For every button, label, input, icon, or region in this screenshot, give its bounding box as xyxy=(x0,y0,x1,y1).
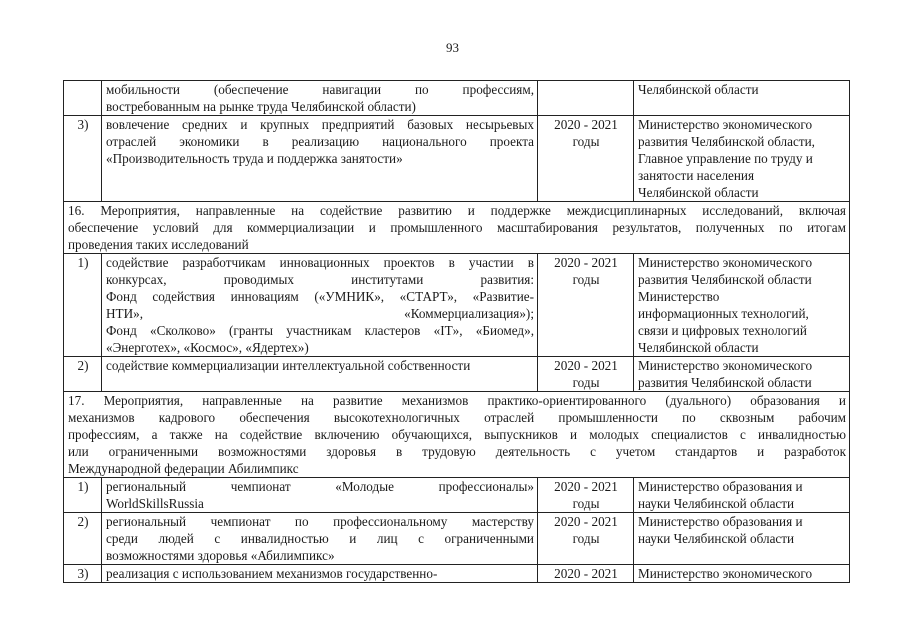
text-line: содействие разработчикам инновационных проектов в участии в xyxy=(106,255,534,270)
text-line: годы xyxy=(572,496,600,511)
section-header-row xyxy=(64,392,850,478)
item-period xyxy=(538,116,634,202)
page-number: 93 xyxy=(446,40,459,55)
item-description xyxy=(102,81,538,116)
text-line: науки Челябинской области xyxy=(638,531,795,546)
text-line: Челябинской области xyxy=(638,82,759,97)
text-line: годы xyxy=(572,272,600,287)
text-line xyxy=(542,81,630,98)
text-line: 2020 - 2021 xyxy=(554,117,618,132)
text-line: востребованным на рынке труда Челябинской области) xyxy=(106,99,416,114)
text-line: или ограниченными возможностями здоровья в трудовую деятельность с учетом стандартов и разработок xyxy=(68,444,846,459)
measures-table xyxy=(63,80,850,583)
text-line: «Энерготех», «Космос», «Ядертех») xyxy=(106,340,309,355)
text-line: отраслей экономики в реализацию национального проекта xyxy=(106,134,534,149)
text-line: Главное управление по труду и xyxy=(638,151,813,166)
text-line: 2020 - 2021 xyxy=(554,255,618,270)
text-line: Международной федерации Абилимпикс xyxy=(68,461,299,476)
text-line: 2020 - 2021 xyxy=(554,514,618,529)
item-description xyxy=(102,513,538,565)
text-line: НТИ», «Коммерциализация»); xyxy=(106,306,534,321)
text-line: Фонд содействия инновациям («УМНИК», «СТАРТ», «Развитие- xyxy=(106,289,534,304)
text-line: Министерство образования и xyxy=(638,514,803,529)
table-row xyxy=(64,478,850,513)
item-responsible xyxy=(634,357,850,392)
item-number xyxy=(64,81,102,116)
item-description xyxy=(102,478,538,513)
text-line: реализация с использованием механизмов государственно- xyxy=(106,566,438,581)
text-line: развития Челябинской области xyxy=(638,272,812,287)
text-line: информационных технологий, xyxy=(638,306,809,321)
item-description xyxy=(102,357,538,392)
text-line: 17. Мероприятия, направленные на развитие механизмов практико-ориентированного (дуального) образования и xyxy=(68,393,846,408)
text-line: годы xyxy=(572,134,600,149)
text-line: WorldSkillsRussia xyxy=(106,496,204,511)
item-period xyxy=(538,254,634,357)
text-line: Фонд «Сколково» (гранты участникам кластеров «IT», «Биомед», xyxy=(106,323,534,338)
item-period xyxy=(538,513,634,565)
text-line: 16. Мероприятия, направленные на содействие развитию и поддержке междисциплинарных исследований, включая xyxy=(68,203,846,218)
text-line: Челябинской области xyxy=(638,340,759,355)
text-line: занятости населения xyxy=(638,168,755,183)
item-number: 3) xyxy=(64,116,102,202)
text-line: содействие коммерциализации интеллектуальной собственности xyxy=(106,358,471,373)
table-row xyxy=(64,116,850,202)
item-period xyxy=(538,357,634,392)
table-row xyxy=(64,513,850,565)
item-number: 2) xyxy=(64,513,102,565)
text-line: Министерство образования и xyxy=(638,479,803,494)
table-row xyxy=(64,254,850,357)
item-responsible xyxy=(634,513,850,565)
text-line: 2020 - 2021 xyxy=(554,566,618,581)
item-responsible xyxy=(634,254,850,357)
item-period xyxy=(538,81,634,116)
item-description xyxy=(102,565,538,583)
text-line: обеспечение условий для коммерциализации и промышленного масштабирования результатов, полученных по итогам xyxy=(68,220,846,235)
text-line: развития Челябинской области xyxy=(638,375,812,390)
text-line: региональный чемпионат «Молодые профессионалы» xyxy=(106,479,534,494)
text-line: среди людей с инвалидностью и лиц с ограниченными xyxy=(106,531,534,546)
item-responsible xyxy=(634,81,850,116)
text-line: проведения таких исследований xyxy=(68,237,249,252)
item-period xyxy=(538,478,634,513)
text-line: вовлечение средних и крупных предприятий базовых несырьевых xyxy=(106,117,534,132)
item-description xyxy=(102,116,538,202)
section-heading xyxy=(64,392,850,478)
item-number: 2) xyxy=(64,357,102,392)
section-heading xyxy=(64,202,850,254)
item-number: 3) xyxy=(64,565,102,583)
text-line: Министерство экономического xyxy=(638,117,813,132)
table-row xyxy=(64,81,850,116)
text-line: «Производительность труда и поддержка занятости» xyxy=(106,151,403,166)
item-number: 1) xyxy=(64,478,102,513)
text-line: 2020 - 2021 xyxy=(554,358,618,373)
table-row xyxy=(64,565,850,583)
text-line: возможностями здоровья «Абилимпикс» xyxy=(106,548,335,563)
section-header-row xyxy=(64,202,850,254)
text-line: механизмов кадрового обеспечения высокотехнологичных отраслей промышленности по сквозным рабочим xyxy=(68,410,846,425)
measures-table-body xyxy=(64,81,850,583)
text-line: мобильности (обеспечение навигации по профессиям, xyxy=(106,82,534,97)
text-line: науки Челябинской области xyxy=(638,496,795,511)
text-line: Министерство экономического xyxy=(638,358,813,373)
item-responsible xyxy=(634,565,850,583)
table-row xyxy=(64,357,850,392)
text-line: годы xyxy=(572,531,600,546)
item-period xyxy=(538,565,634,583)
text-line: годы xyxy=(572,375,600,390)
text-line: 2020 - 2021 xyxy=(554,479,618,494)
text-line: Министерство xyxy=(638,289,720,304)
text-line: Челябинской области xyxy=(638,185,759,200)
item-description xyxy=(102,254,538,357)
item-number: 1) xyxy=(64,254,102,357)
text-line: Министерство экономического xyxy=(638,255,813,270)
text-line: региональный чемпионат по профессиональному мастерству xyxy=(106,514,534,529)
item-responsible xyxy=(634,478,850,513)
text-line xyxy=(542,98,630,115)
item-responsible xyxy=(634,116,850,202)
text-line: конкурсах, проводимых институтами развития: xyxy=(106,272,534,287)
text-line: развития Челябинской области, xyxy=(638,134,815,149)
text-line: Министерство экономического xyxy=(638,566,813,581)
text-line: связи и цифровых технологий xyxy=(638,323,807,338)
text-line: профессиям, а также на содействие включению обучающихся, выпускников и молодых специалистов с инвалидностью xyxy=(68,427,846,442)
